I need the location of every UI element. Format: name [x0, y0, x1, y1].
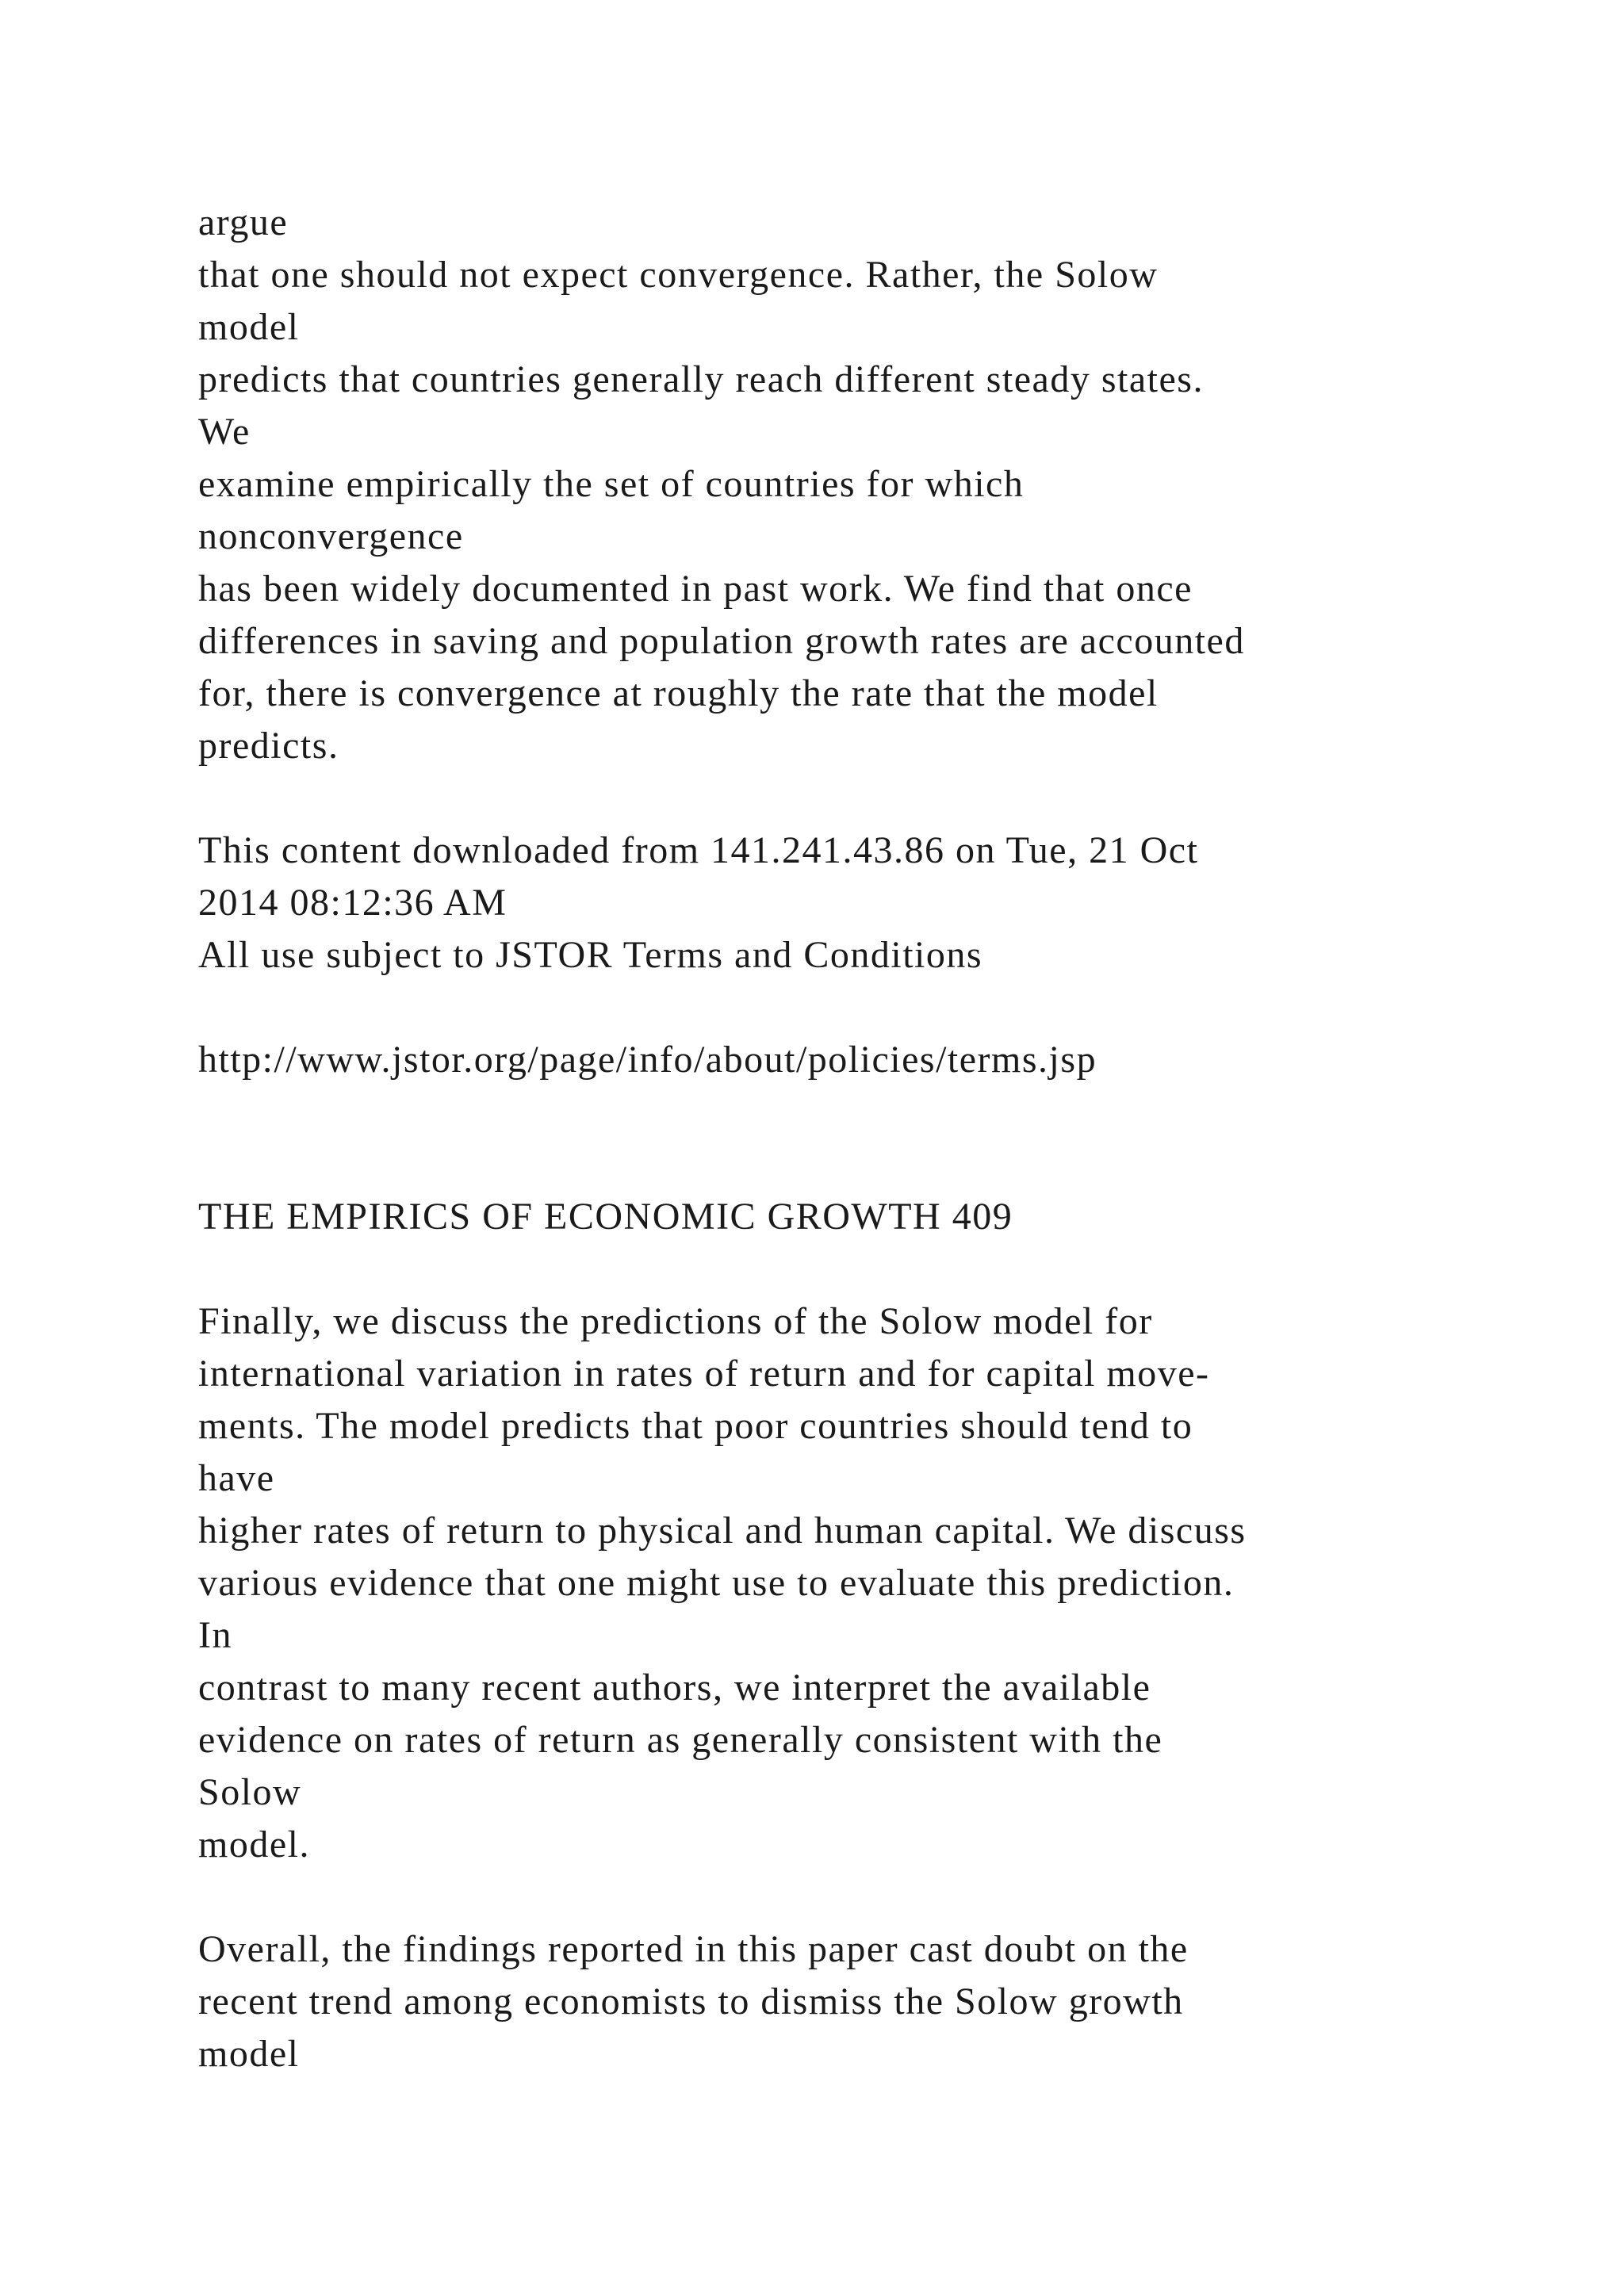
text-line: model — [198, 306, 300, 348]
text-line: that one should not expect convergence. Rather, the Solow — [198, 254, 1159, 296]
text-line: nonconvergence — [198, 515, 464, 557]
text-line: Finally, we discuss the predictions of the Solow model for — [198, 1300, 1153, 1342]
text-line: various evidence that one might use to evaluate this prediction. — [198, 1562, 1235, 1604]
text-line: predicts that countries generally reach different steady states. — [198, 358, 1204, 400]
paragraph-1 — [198, 197, 1546, 772]
spacer — [198, 1086, 1546, 1138]
terms-url: http://www.jstor.org/page/info/about/policies/terms.jsp — [198, 1039, 1097, 1081]
text-line: All use subject to JSTOR Terms and Conditions — [198, 934, 983, 976]
spacer — [198, 1243, 1546, 1295]
text-line: Overall, the findings reported in this paper cast doubt on the — [198, 1928, 1189, 1970]
text-line: have — [198, 1457, 275, 1499]
running-header: THE EMPIRICS OF ECONOMIC GROWTH 409 — [198, 1196, 1013, 1238]
paragraph-2 — [198, 1295, 1546, 1871]
text-line: evidence on rates of return as generally consistent with the — [198, 1719, 1163, 1761]
text-line: contrast to many recent authors, we interpret the available — [198, 1667, 1151, 1709]
text-line: 2014 08:12:36 AM — [198, 882, 508, 924]
text-line: has been widely documented in past work. We find that once — [198, 568, 1193, 610]
spacer — [198, 982, 1546, 1034]
text-line: for, there is convergence at roughly the rate that the model — [198, 672, 1159, 714]
text-line: international variation in rates of return and for capital move- — [198, 1353, 1210, 1395]
download-notice — [198, 825, 1546, 982]
text-line: Solow — [198, 1771, 302, 1813]
text-line: argue — [198, 201, 289, 243]
text-line: We — [198, 411, 251, 453]
spacer — [198, 1138, 1546, 1191]
text-line: predicts. — [198, 725, 339, 767]
text-line: ments. The model predicts that poor countries should tend to — [198, 1405, 1193, 1447]
text-line: model. — [198, 1823, 310, 1866]
text-line: model — [198, 2033, 300, 2075]
paragraph-3 — [198, 1923, 1546, 2080]
text-line: examine empirically the set of countries for which — [198, 463, 1025, 505]
spacer — [198, 772, 1546, 825]
text-line: This content downloaded from 141.241.43.86 on Tue, 21 Oct — [198, 829, 1199, 871]
text-line: differences in saving and population growth rates are accounted — [198, 620, 1245, 662]
document-text — [198, 197, 1546, 2080]
text-line: higher rates of return to physical and human capital. We discuss — [198, 1510, 1247, 1552]
text-line: recent trend among economists to dismiss the Solow growth — [198, 1980, 1184, 2022]
text-line: In — [198, 1614, 232, 1656]
spacer — [198, 1871, 1546, 1923]
